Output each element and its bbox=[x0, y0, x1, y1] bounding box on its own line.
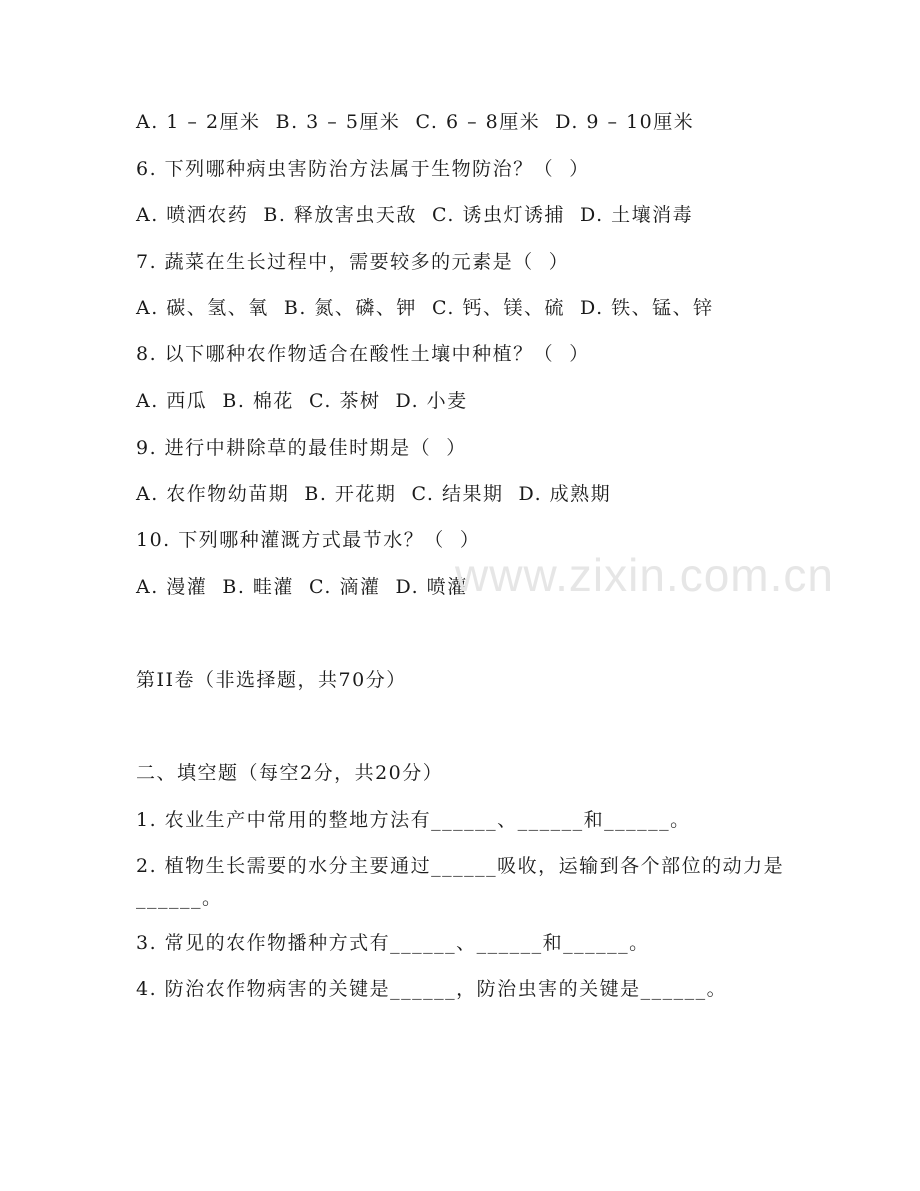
q8-options: A. 西瓜 B. 棉花 C. 茶树 D. 小麦 bbox=[136, 390, 468, 412]
fill-q2: 2. 植物生长需要的水分主要通过______吸收，运输到各个部位的动力是______。 bbox=[136, 855, 785, 909]
q9-stem: 9. 进行中耕除草的最佳时期是（ ） bbox=[136, 437, 467, 459]
q6-stem: 6. 下列哪种病虫害防治方法属于生物防治？（ ） bbox=[136, 158, 590, 180]
fill-q3: 3. 常见的农作物播种方式有______、______和______。 bbox=[136, 932, 650, 954]
q8-stem: 8. 以下哪种农作物适合在酸性土壤中种植？（ ） bbox=[136, 343, 590, 365]
q10-options: A. 漫灌 B. 畦灌 C. 滴灌 D. 喷灌 bbox=[136, 576, 468, 598]
q7-stem: 7. 蔬菜在生长过程中，需要较多的元素是（ ） bbox=[136, 251, 570, 273]
fill-q1: 1. 农业生产中常用的整地方法有______、______和______。 bbox=[136, 809, 691, 831]
fill-blank-heading: 二、填空题（每空2分，共20分） bbox=[136, 762, 444, 784]
q10-stem: 10. 下列哪种灌溉方式最节水？（ ） bbox=[136, 529, 481, 551]
q9-options: A. 农作物幼苗期 B. 开花期 C. 结果期 D. 成熟期 bbox=[136, 483, 612, 505]
q5-options: A. 1 – 2厘米 B. 3 – 5厘米 C. 6 – 8厘米 D. 9 – 10厘米 bbox=[136, 111, 695, 133]
q7-options: A. 碳、氢、氧 B. 氮、磷、钾 C. 钙、镁、硫 D. 铁、锰、锌 bbox=[136, 297, 714, 319]
section-title: 第II卷（非选择题，共70分） bbox=[136, 669, 407, 691]
fill-q4: 4. 防治农作物病害的关键是______，防治虫害的关键是______。 bbox=[136, 978, 728, 1000]
watermark: www.zixin.com.cn bbox=[455, 549, 834, 601]
q6-options: A. 喷洒农药 B. 释放害虫天敌 C. 诱虫灯诱捕 D. 土壤消毒 bbox=[136, 204, 694, 226]
